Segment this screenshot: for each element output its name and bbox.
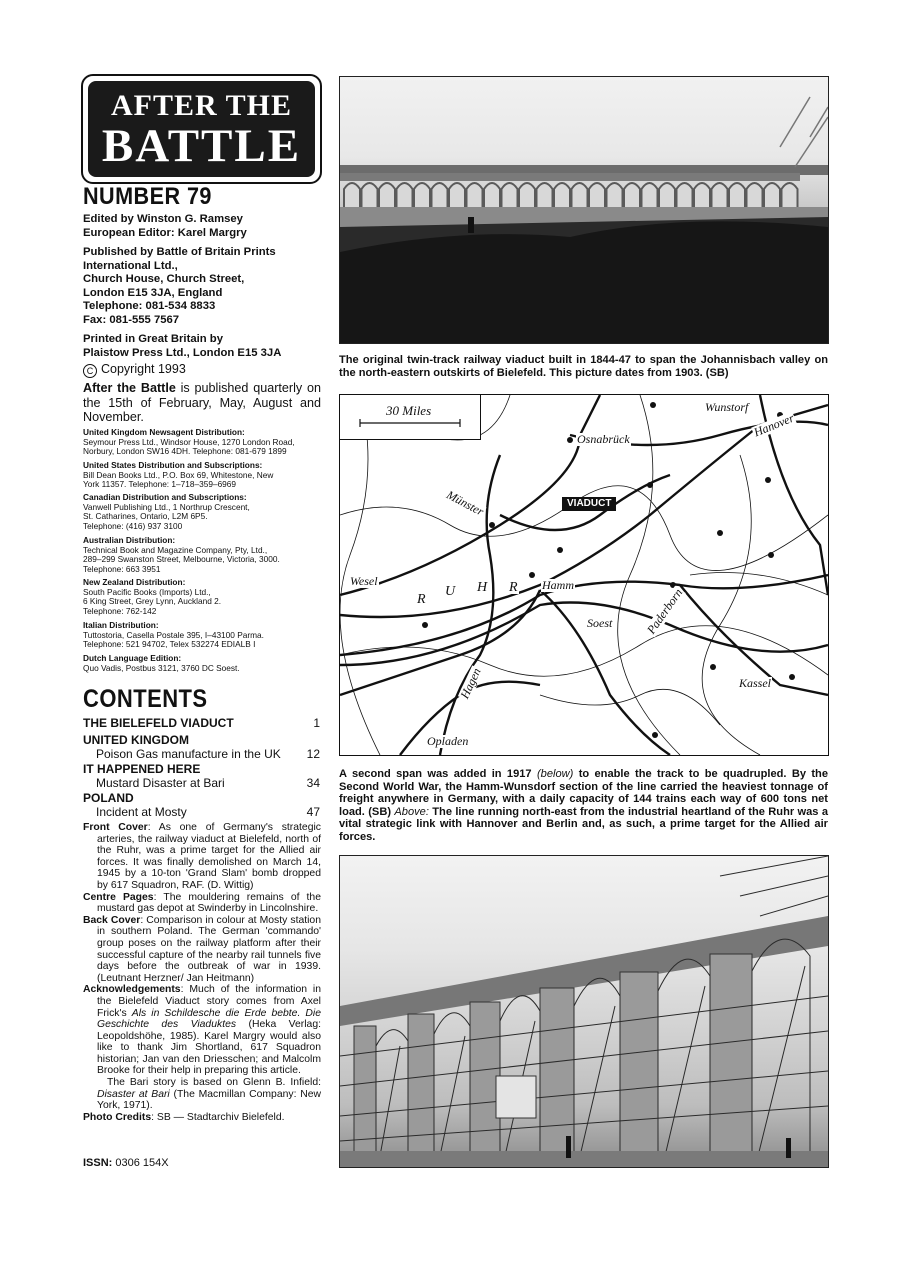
- distribution-line: South Pacific Books (Imports) Ltd.,: [83, 586, 211, 597]
- distribution-line: Telephone: 663 3951: [83, 563, 161, 574]
- caption-direction: (below): [536, 768, 574, 780]
- toc-title: POLAND: [83, 791, 134, 805]
- masthead-panel: [88, 81, 315, 177]
- toc-page: 47: [306, 805, 320, 819]
- town-munster: Münster: [444, 487, 487, 519]
- distribution-line: St. Catharines, Ontario, L2M 6P5.: [83, 511, 208, 522]
- publisher-line: International Ltd.,: [83, 259, 178, 272]
- note-book-title: Disaster at Bari: [97, 1088, 170, 1100]
- toc-entry[interactable]: [83, 791, 320, 819]
- distribution-line: Seymour Press Ltd., Windsor House, 1270 London Road,: [83, 436, 295, 447]
- town-paderborn: Paderborn: [643, 585, 686, 637]
- viaduct-marker-label: VIADUCT: [562, 497, 616, 511]
- copyright-symbol: C: [83, 364, 97, 378]
- toc-entry[interactable]: [83, 716, 320, 730]
- ruhr-letter: H: [477, 580, 488, 595]
- distribution-line: Norbury, London SW16 4DH. Telephone: 081-679 1899: [83, 446, 287, 457]
- viaduct-1903-photo: [339, 76, 829, 344]
- toc-subtitle: Poison Gas manufacture in the UK: [96, 747, 281, 761]
- map-caption: [339, 768, 828, 844]
- viaduct-arch: [712, 183, 728, 207]
- printer-line: Printed in Great Britain by: [83, 333, 223, 345]
- caption-text: A second span was added in 1917: [339, 768, 537, 780]
- distribution-line: York 11357. Telephone: 1–718–359–6969: [83, 479, 237, 490]
- issn-label: ISSN:: [83, 1157, 113, 1169]
- toc-title: THE BIELEFELD VIADUCT: [83, 716, 234, 730]
- distribution-heading: New Zealand Distribution:: [83, 577, 186, 587]
- viaduct-arch: [659, 183, 675, 207]
- town-hagen: Hagen: [457, 665, 484, 701]
- masthead-line-after-the: AFTER THE: [111, 89, 292, 122]
- distribution-heading: United States Distribution and Subscriptions:: [83, 460, 263, 470]
- distribution-block: [83, 461, 323, 490]
- issn-line: [83, 1157, 169, 1170]
- centre-pages-note: [83, 892, 321, 915]
- publisher-line: Fax: 081-555 7567: [83, 313, 180, 326]
- caption-text: The line running north-east from the industrial heartland of the Ruhr was a vital strategic link with Hannover and Berlin and, as such, a prime target for the Allied air forces.: [339, 805, 828, 843]
- publication-info: [83, 381, 321, 425]
- route-map-lines: [340, 395, 828, 755]
- toc-page: 1: [313, 716, 320, 730]
- note-label: Back Cover: [83, 914, 141, 926]
- viaduct-arch: [764, 183, 780, 207]
- note-text: : The mouldering remains of the mustard gas depot at Swinderby in Lincolnshire.: [97, 891, 321, 915]
- distribution-block: [83, 654, 323, 673]
- toc-entry[interactable]: [83, 762, 320, 790]
- distribution-block: [83, 428, 323, 457]
- viaduct-arch: [554, 183, 570, 207]
- note-text: : Much of the information in the Bielefeld Viaduct story comes from Axel Frick's: [97, 984, 321, 1019]
- route-map: [339, 394, 829, 756]
- viaduct-arch: [432, 183, 448, 207]
- viaduct-arch: [537, 183, 553, 207]
- toc-page: 12: [306, 747, 320, 761]
- publisher-line: Published by Battle of Britain Prints: [83, 246, 276, 258]
- printer-credits: [83, 333, 321, 360]
- note-label: Centre Pages: [83, 891, 154, 903]
- map-scale-label: 30 Miles: [386, 403, 432, 418]
- ruhr-letter: U: [445, 584, 456, 599]
- masthead-line-battle: BATTLE: [101, 120, 302, 172]
- photo1-caption: The original twin-track railway viaduct built in 1844-47 to span the Johannisbach valley on the north-eastern outskirts of Bielefeld. This picture dates from 1903. (SB): [339, 354, 828, 379]
- publisher-line: London E15 3JA, England: [83, 286, 223, 299]
- distribution-heading: Canadian Distribution and Subscriptions:: [83, 492, 247, 502]
- viaduct-arch: [362, 183, 378, 207]
- masthead-logo: [81, 74, 322, 184]
- note-text: : SB — Stadtarchiv Bielefeld.: [151, 1111, 285, 1123]
- distribution-line: Vanwell Publishing Ltd., 1 Northrup Crescent,: [83, 501, 250, 512]
- distribution-heading: Italian Distribution:: [83, 620, 159, 630]
- note-label: Acknowledgements: [83, 984, 181, 996]
- viaduct-arch: [642, 183, 658, 207]
- viaduct-arch: [379, 183, 395, 207]
- viaduct-arch: [747, 183, 763, 207]
- back-cover-note: [83, 915, 321, 985]
- map-scale-bar: [340, 395, 480, 439]
- town-osnabruck: Osnabrück: [577, 432, 630, 446]
- toc-title: UNITED KINGDOM: [83, 733, 189, 747]
- distribution-block: [83, 493, 323, 531]
- distribution-line: Tuttostoria, Casella Postale 395, I–43100 Parma.: [83, 629, 264, 640]
- distribution-line: Technical Book and Magazine Company, Pty, Ltd.,: [83, 544, 268, 555]
- caption-direction: Above:: [394, 805, 429, 818]
- publisher-credits: [83, 246, 321, 328]
- distribution-block: [83, 578, 323, 616]
- distribution-heading: Dutch Language Edition:: [83, 653, 182, 663]
- viaduct-arch: [624, 183, 640, 207]
- viaduct-arch: [502, 183, 518, 207]
- viaduct-arch: [607, 183, 623, 207]
- note-text: The Bari story is based on Glenn B. Infield:: [107, 1077, 321, 1089]
- town-wesel: Wesel: [350, 574, 378, 588]
- town-hamm: Hamm: [542, 578, 574, 592]
- viaduct-arch: [729, 183, 745, 207]
- toc-title: IT HAPPENED HERE: [83, 762, 201, 776]
- toc-page: 34: [306, 776, 320, 790]
- viaduct-arch: [467, 183, 483, 207]
- town-soest: Soest: [587, 616, 613, 630]
- distribution-line: Quo Vadis, Postbus 3121, 3760 DC Soest.: [83, 662, 240, 673]
- editor-credits: [83, 213, 321, 240]
- distribution-heading: Australian Distribution:: [83, 535, 176, 545]
- distribution-line: Telephone: 521 94702, Telex 532274 EDIALB I: [83, 639, 256, 650]
- publication-schedule: is published quarterly on the 15th of February, May, August and November.: [83, 381, 322, 425]
- viaduct-1903-illustration: [340, 77, 828, 343]
- distribution-heading: United Kingdom Newsagent Distribution:: [83, 427, 245, 437]
- photo-credits-note: [83, 1112, 321, 1124]
- note-text: (The Macmillan Company: New York, 1971).: [97, 1088, 322, 1112]
- front-cover-note: [83, 822, 321, 892]
- toc-subtitle: Incident at Mosty: [96, 805, 187, 819]
- viaduct-arch: [694, 183, 710, 207]
- viaduct-construction-photo: [339, 855, 829, 1168]
- town-hanover: Hanover: [751, 410, 796, 440]
- note-label: Front Cover: [83, 822, 148, 833]
- viaduct-arch: [449, 183, 465, 207]
- toc-entry[interactable]: [83, 733, 320, 761]
- viaduct-arch: [484, 183, 500, 207]
- viaduct-construction-illustration: [340, 856, 828, 1167]
- viaduct-arch: [397, 183, 413, 207]
- publication-title: After the Battle: [83, 381, 176, 395]
- bari-source-note: [83, 1077, 321, 1112]
- ruhr-letter: R: [509, 580, 518, 595]
- copyright-text: Copyright 1993: [101, 362, 186, 376]
- viaduct-arch: [589, 183, 605, 207]
- viaduct-arch: [414, 183, 430, 207]
- viaduct-arch: [519, 183, 535, 207]
- viaduct-arch: [344, 183, 360, 207]
- toc-subtitle: Mustard Disaster at Bari: [96, 776, 225, 790]
- issue-number: NUMBER 79: [83, 183, 212, 210]
- viaduct-arch: [677, 183, 693, 207]
- distribution-block: [83, 621, 323, 650]
- distribution-line: 289–299 Swanston Street, Melbourne, Victoria, 3000.: [83, 554, 280, 565]
- map-scale: [340, 395, 481, 440]
- note-text: : Comparison in colour at Mosty station in southern Poland. The German 'commando' group poses on the railway platform after their successful capture of the nearby rail tunnels five days before the outbreak of war in 1939. (Leutnant Herzner/ Jan Heitmann): [97, 914, 321, 984]
- distribution-line: Telephone: 762-142: [83, 605, 157, 616]
- distribution-line: Telephone: (416) 937 3100: [83, 520, 183, 531]
- town-opladen: Opladen: [427, 734, 469, 748]
- distribution-line: 6 King Street, Grey Lynn, Auckland 2.: [83, 596, 222, 607]
- acknowledgements-note: [83, 984, 321, 1077]
- distribution-line: Bill Dean Books Ltd., P.O. Box 69, Whitestone, New: [83, 469, 274, 480]
- distribution-block: [83, 536, 323, 574]
- note-book-title: Als in Schildesche die Erde bebte. Die Geschichte des Viaduktes: [97, 1007, 322, 1031]
- viaduct-arch: [572, 183, 588, 207]
- contents-title: CONTENTS: [83, 685, 208, 713]
- note-text: (Heka Verlag: Leopoldshöhe, 1985). Karel Margry would also like to thank Jim Shortland, 617 Squadron historian; Jan van den Driesschen; and Malcolm Brooke for their help in preparing this article.: [97, 1019, 322, 1077]
- note-label: Photo Credits: [83, 1111, 152, 1123]
- note-text: : As one of Germany's strategic arteries, the railway viaduct at Bielefeld, north of the Ruhr, was a prime target for the Allied air forces. It was finally demolished on March 14, 1945 by a 10-ton 'Grand Slam' bomb dropped by 617 Squadron, RAF. (D. Wittig): [97, 822, 321, 891]
- publisher-line: Telephone: 081-534 8833: [83, 300, 216, 313]
- viaduct-arch: [782, 183, 798, 207]
- cover-notes: [83, 822, 321, 1123]
- issn-value: 0306 154X: [112, 1157, 169, 1169]
- ruhr-letter: R: [417, 592, 426, 607]
- editor-line: Edited by Winston G. Ramsey: [83, 213, 243, 225]
- town-kassel: Kassel: [739, 676, 772, 690]
- printer-line: Plaistow Press Ltd., London E15 3JA: [83, 346, 282, 359]
- caption-text: to enable the track to be quadrupled. By the Second World War, the Hamm-Wunsdorf section of the line carried the heaviest tonnage of freight anywhere in Germany, with a daily capacity of 144 trains each way of 600 tons net load. (SB): [339, 768, 828, 818]
- town-wunstorf: Wunstorf: [705, 400, 749, 414]
- copyright-line: [83, 362, 186, 378]
- european-editor-line: European Editor: Karel Margry: [83, 226, 247, 239]
- publisher-line: Church House, Church Street,: [83, 273, 245, 286]
